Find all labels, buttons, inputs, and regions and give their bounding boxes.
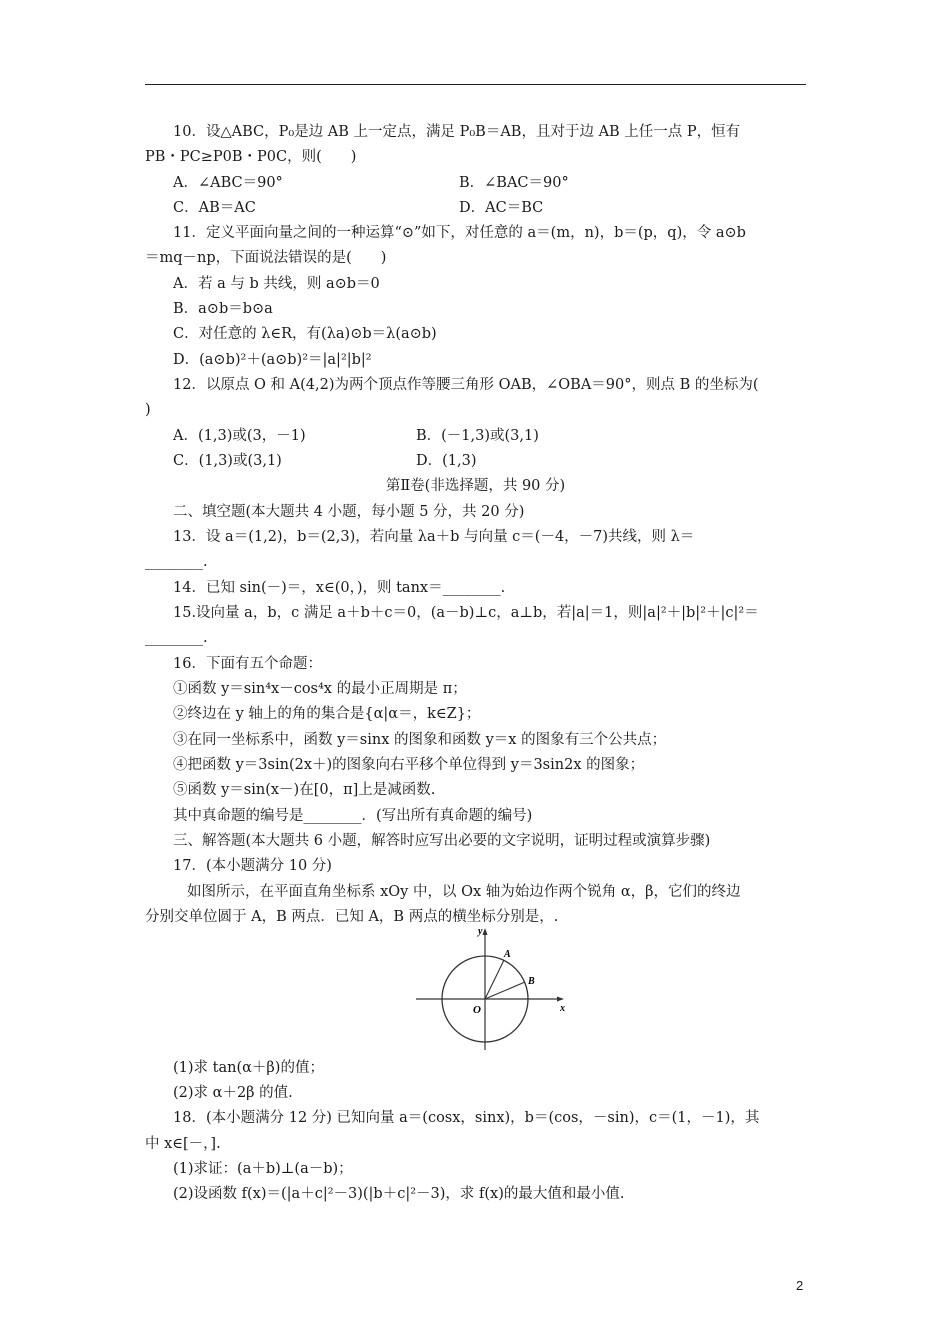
q11-option-b: B．a⊙b＝b⊙a [173, 301, 273, 317]
x-axis-arrow [557, 997, 564, 1002]
part2-title: 第Ⅱ卷(非选择题，共 90 分) [385, 478, 566, 494]
q18-sub2: (2)设函数 f(x)＝(|a＋c|²－3)(|b＋c|²－3)，求 f(x)的最大值和最小值. [173, 1186, 625, 1202]
section2-heading: 二、填空题(本大题共 4 小题，每小题 5 分，共 20 分) [173, 504, 525, 520]
q16-prop3: ③在同一坐标系中，函数 y＝sinx 的图象和函数 y＝x 的图象有三个公共点； [173, 732, 667, 748]
q13-line1: 13．设 a＝(1,2)，b＝(2,3)，若向量 λa＋b 与向量 c＝(－4，－7)共线，则 λ＝ [173, 529, 695, 545]
q12-option-b: B．(－1,3)或(3,1) [416, 428, 539, 444]
unit-circle-figure [410, 922, 570, 1052]
header-rule [145, 84, 806, 85]
q16-tail: 其中真命题的编号是________．(写出所有真命题的编号) [173, 808, 533, 824]
q12-option-c: C．(1,3)或(3,1) [173, 453, 282, 469]
q18-line1: 18．(本小题满分 12 分) 已知向量 a＝(cosx，sinx)，b＝(cos，－sin)，c＝(1，－1)，其 [173, 1110, 760, 1126]
q11-stem-line2: ＝mq－np，下面说法错误的是( ) [145, 250, 387, 266]
q16-prop4: ④把函数 y＝3sin(2x＋)的图象向右平移个单位得到 y＝3sin2x 的图象； [173, 757, 645, 773]
q11-option-c: C．对任意的 λ∈R，有(λa)⊙b＝λ(a⊙b) [173, 326, 437, 342]
y-axis-label: y [478, 926, 483, 937]
q10-option-c: C．AB＝AC [173, 200, 256, 216]
q10-option-b: B．∠BAC＝90° [459, 175, 569, 191]
q18-sub1: (1)求证：(a＋b)⊥(a－b)； [173, 1161, 353, 1177]
q12-option-d: D．(1,3) [416, 453, 477, 469]
point-a-label: A [504, 949, 511, 960]
q16-prop1: ①函数 y＝sin⁴x－cos⁴x 的最小正周期是 π； [173, 681, 467, 697]
y-axis-arrow [483, 928, 488, 935]
page-number: 2 [796, 1278, 804, 1293]
q16-prop5: ⑤函数 y＝sin(x－)在[0，π]上是减函数. [173, 782, 436, 798]
q10-option-d: D．AC＝BC [459, 200, 544, 216]
x-axis-label: x [560, 1003, 565, 1014]
terminal-side-beta [485, 982, 525, 999]
q11-stem-line1: 11．定义平面向量之间的一种运算“⊙”如下，对任意的 a＝(m，n)，b＝(p，q)，令 a⊙b [173, 225, 746, 241]
q16-prop2: ②终边在 y 轴上的角的集合是{α|α＝，k∈Z}； [173, 706, 481, 722]
q18-line2: 中 x∈[－，]. [145, 1136, 221, 1152]
q17-sub1: (1)求 tan(α＋β)的值； [173, 1060, 324, 1076]
q17-head: 17．(本小题满分 10 分) [173, 858, 332, 874]
q14-line: 14．已知 sin(－)＝，x∈(0，)，则 tanx＝________. [173, 580, 506, 596]
q16-stem: 16．下面有五个命题： [173, 656, 322, 672]
q13-line2: ________. [145, 554, 208, 570]
q11-option-a: A．若 a 与 b 共线，则 a⊙b＝0 [173, 276, 380, 292]
terminal-side-alpha [485, 960, 504, 999]
q15-line2: ________. [145, 630, 208, 646]
q17-body-line2: 分别交单位圆于 A，B 两点．已知 A，B 两点的横坐标分别是，. [145, 909, 559, 925]
q17-sub2: (2)求 α＋2β 的值. [173, 1085, 293, 1101]
q12-option-a: A．(1,3)或(3，－1) [173, 428, 306, 444]
q10-stem-line1: 10．设△ABC，P₀是边 AB 上一定点，满足 P₀B＝AB，且对于边 AB 上任一点 P，恒有 [173, 124, 741, 140]
section3-heading: 三、解答题(本大题共 6 小题，解答时应写出必要的文字说明，证明过程或演算步骤) [173, 833, 711, 849]
q11-option-d: D．(a⊙b)²＋(a⊙b)²＝|a|²|b|² [173, 352, 372, 368]
q17-body-line1: 如图所示，在平面直角坐标系 xOy 中，以 Ox 轴为始边作两个锐角 α，β，它们的终边 [187, 884, 741, 900]
q12-stem-line2: ) [145, 402, 151, 418]
point-b-label: B [528, 976, 535, 987]
q12-stem-line1: 12．以原点 O 和 A(4,2)为两个顶点作等腰三角形 OAB，∠OBA＝90°，则点 B 的坐标为( [173, 377, 759, 393]
q10-stem-line2: PB・PC≥P0B・P0C，则( ) [145, 149, 357, 165]
q10-option-a: A．∠ABC＝90° [173, 175, 283, 191]
q15-line1: 15.设向量 a，b，c 满足 a＋b＋c＝0，(a－b)⊥c，a⊥b，若|a|＝1，则|a|²＋|b|²＋|c|²＝ [173, 605, 759, 621]
origin-label: O [473, 1004, 481, 1016]
